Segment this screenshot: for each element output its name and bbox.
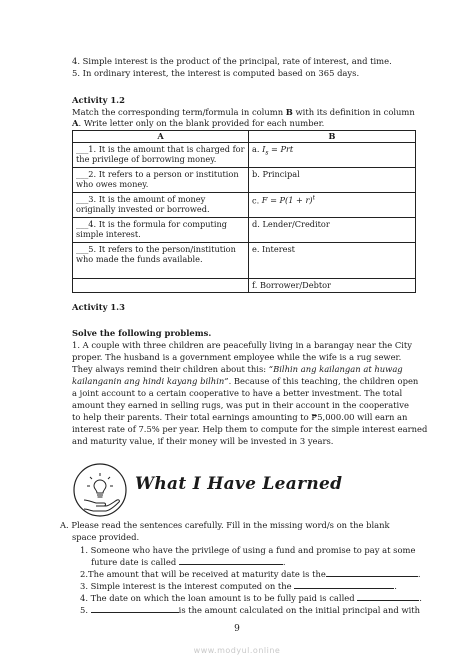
- definition-cell: ___1. It is the amount that is charged for the privilege of borrowing money.: [73, 142, 249, 167]
- answer-blank[interactable]: [91, 604, 179, 613]
- problem-text-line: a joint account to a certain cooperative to have a better investment. The total: [72, 388, 403, 398]
- page-number: 9: [234, 624, 240, 634]
- section-a-instruction: A. Please read the sentences carefully. Fill in the missing word/s on the blank: [60, 520, 390, 530]
- problem-text-line: proper. The husband is a government employee while the wife is a rug sewer.: [72, 352, 402, 362]
- lightbulb-hand-icon: [72, 462, 128, 518]
- answer-blank[interactable]: [294, 580, 394, 589]
- table-row: [73, 142, 416, 167]
- answer-blank[interactable]: [326, 568, 418, 577]
- problem-text-line: interest rate of 7.5% per year. Help them to compute for the simple interest earned: [72, 424, 428, 434]
- definition-cell: ___5. It refers to the person/institution who made the funds available.: [73, 242, 249, 278]
- term-cell: d. Lender/Creditor: [249, 217, 416, 242]
- table-row: [73, 242, 416, 278]
- fill-item-4: 4. The date on which the loan amount is to be fully paid is called .: [80, 593, 422, 603]
- definition-cell: ___4. It is the formula for computing simple interest.: [73, 217, 249, 242]
- definition-cell: ___2. It refers to a person or institution who owes money.: [73, 167, 249, 192]
- table-row: [73, 278, 416, 292]
- problem-text-line: and maturity value, if their money will be invested in 3 years.: [72, 436, 334, 446]
- fill-item-1-cont: future date is called .: [91, 557, 286, 567]
- fill-item-5: 5. is the amount calculated on the initial principal and with: [80, 605, 421, 615]
- answer-blank[interactable]: [179, 556, 283, 565]
- problem-text-line: kailanganin ang hindi kayang bilhin”. Because of this teaching, the children open: [72, 376, 419, 386]
- term-cell: c. $F = P(1 + r)^t$: [249, 192, 416, 217]
- matching-table: [72, 130, 416, 293]
- fill-item-3: 3. Simple interest is the interest computed on the .: [80, 581, 397, 591]
- section-a-instruction-cont: space provided.: [72, 532, 140, 542]
- statement-5: 5. In ordinary interest, the interest is computed based on 365 days.: [72, 68, 360, 78]
- term-cell: f. Borrower/Debtor: [249, 278, 416, 292]
- what-i-have-learned-title: What I Have Learned: [135, 474, 343, 494]
- activity-1-3-title: Activity 1.3: [72, 302, 125, 312]
- table-row: [73, 217, 416, 242]
- table-header-row: [73, 131, 416, 143]
- activity-1-2-instruction-line1: Match the corresponding term/formula in column B with its definition in column: [72, 107, 415, 117]
- term-cell: b. Principal: [249, 167, 416, 192]
- answer-blank[interactable]: [357, 592, 419, 601]
- term-cell: e. Interest: [249, 242, 416, 278]
- definition-cell-empty: [73, 278, 249, 292]
- watermark: www.modyul.online: [193, 646, 281, 655]
- activity-1-2-instruction-line2: A. Write letter only on the blank provided for each number.: [72, 118, 325, 128]
- problem-text-line: 1. A couple with three children are peacefully living in a barangay near the City: [72, 340, 413, 350]
- fill-item-2: 2.The amount that will be received at maturity date is the .: [80, 569, 421, 579]
- activity-1-3-subtitle: Solve the following problems.: [72, 328, 212, 338]
- fill-item-1: 1. Someone who have the privilege of using a fund and promise to pay at some: [80, 545, 416, 555]
- table-row: [73, 192, 416, 217]
- definition-cell: ___3. It is the amount of money originally invested or borrowed.: [73, 192, 249, 217]
- problem-text-line: amount they earned in selling rugs, was put in their account in the cooperative: [72, 400, 409, 410]
- term-cell: a. $I_s$ = Prt: [249, 142, 416, 167]
- table-row: [73, 167, 416, 192]
- column-a-header: A: [73, 131, 249, 143]
- problem-text-line: They always remind their children about this: “Bilhin ang kailangan at huwag: [72, 364, 403, 374]
- activity-1-2-title: Activity 1.2: [72, 95, 125, 105]
- problem-text-line: to help their parents. Their total earnings amounting to ₱5,000.00 will earn an: [72, 412, 408, 422]
- column-b-header: B: [249, 131, 416, 143]
- statement-4: 4. Simple interest is the product of the principal, rate of interest, and time.: [72, 56, 392, 66]
